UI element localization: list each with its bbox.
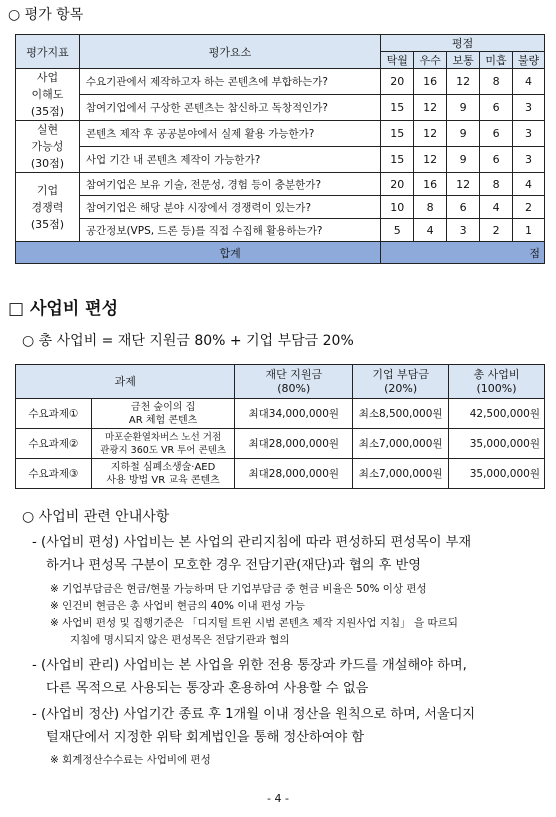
score-cell: 16 bbox=[414, 173, 447, 196]
guide-note-3: ※ 회계정산수수료는 사업비에 편성 bbox=[50, 754, 211, 766]
score-cell: 4 bbox=[414, 219, 447, 242]
total-row bbox=[16, 242, 545, 264]
item-text: 사업 기간 내 콘텐츠 제작이 가능한가? bbox=[79, 147, 380, 173]
paragraph-line: 다른 목적으로 사용되는 통장과 혼용하여 사용할 수 없음 bbox=[46, 681, 369, 696]
table-row bbox=[16, 95, 545, 121]
item-text: 참여기업은 해당 분야 시장에서 경쟁력이 있는가? bbox=[79, 196, 380, 219]
item-text: 참여기업은 보유 기술, 전문성, 경험 등이 충분한가? bbox=[79, 173, 380, 196]
paragraph-line: - (사업비 관리) 사업비는 본 사업을 위한 전용 통장과 카드를 개설해야 하며, bbox=[32, 658, 467, 673]
paragraph-line: - (사업비 편성) 사업비는 본 사업의 관리지침에 따라 편성하되 편성목이 부재 bbox=[32, 535, 472, 550]
score-cell: 2 bbox=[480, 219, 513, 242]
grade-excellent: 탁월 bbox=[381, 52, 414, 69]
foundation-amount: 최대34,000,000원 bbox=[235, 399, 353, 429]
score-cell: 20 bbox=[381, 173, 414, 196]
header-line: 총 사업비 bbox=[473, 367, 520, 381]
eval-heading: ○ 평가 항목 bbox=[8, 7, 84, 23]
budget-summary: ○ 총 사업비 = 재단 지원금 80% + 기업 부담금 20% bbox=[22, 333, 354, 349]
desc-line: 마포순환열차버스 노선 거점 bbox=[105, 431, 222, 443]
task-desc bbox=[91, 399, 235, 429]
score-cell: 15 bbox=[381, 121, 414, 147]
category-line: 사업 bbox=[36, 71, 59, 84]
foundation-amount: 최대28,000,000원 bbox=[235, 429, 353, 459]
desc-line: 금천 숲이의 집 bbox=[130, 401, 196, 413]
score-cell: 10 bbox=[381, 196, 414, 219]
paragraph-line: 털재단에서 지정한 위탁 회계법인을 통해 정산하여야 함 bbox=[46, 730, 365, 745]
total-label: 합계 bbox=[16, 242, 381, 264]
table-row bbox=[16, 459, 545, 489]
grade-bad: 불량 bbox=[513, 52, 545, 69]
table-row bbox=[16, 219, 545, 242]
guide-notes-1 bbox=[50, 581, 458, 649]
score-cell: 12 bbox=[414, 147, 447, 173]
category-line: (30점) bbox=[30, 157, 65, 170]
category-line: 가능성 bbox=[31, 140, 64, 153]
guide-paragraph-3 bbox=[32, 703, 475, 749]
category-line: 기업 bbox=[36, 183, 59, 197]
paragraph-line: 하거나 편성목 구분이 모호한 경우 전담기관(재단)과 협의 후 반영 bbox=[46, 558, 422, 573]
score-cell: 5 bbox=[381, 219, 414, 242]
header-indicator: 평가지표 bbox=[16, 35, 80, 69]
desc-line: 지하철 심폐소생술·AED bbox=[110, 461, 216, 473]
score-cell: 8 bbox=[480, 69, 513, 95]
grade-good: 우수 bbox=[414, 52, 447, 69]
item-text: 콘텐츠 제작 후 공공분야에서 실제 활용 가능한가? bbox=[79, 121, 380, 147]
score-cell: 3 bbox=[513, 95, 545, 121]
category-cell bbox=[16, 173, 80, 242]
category-line: (35점) bbox=[30, 217, 65, 231]
evaluation-table bbox=[15, 34, 545, 264]
header-line: (100%) bbox=[476, 381, 517, 395]
score-cell: 9 bbox=[447, 121, 480, 147]
score-cell: 15 bbox=[381, 147, 414, 173]
task-desc bbox=[91, 429, 235, 459]
score-cell: 4 bbox=[513, 173, 545, 196]
score-cell: 12 bbox=[414, 95, 447, 121]
score-cell: 3 bbox=[513, 147, 545, 173]
category-cell bbox=[16, 69, 80, 121]
total-amount: 35,000,000원 bbox=[449, 459, 545, 489]
company-amount: 최소7,000,000원 bbox=[353, 459, 449, 489]
guide-heading: ○ 사업비 관련 안내사항 bbox=[22, 509, 170, 525]
item-text: 참여기업에서 구상한 콘텐츠는 참신하고 독창적인가? bbox=[79, 95, 380, 121]
score-cell: 6 bbox=[480, 95, 513, 121]
budget-heading: □ 사업비 편성 bbox=[8, 299, 119, 319]
paragraph-line: - (사업비 정산) 사업기간 종료 후 1개월 이내 정산을 원칙으로 하며, 서울디지 bbox=[32, 707, 476, 722]
header-total bbox=[449, 365, 545, 399]
note-line: ※ 인건비 현금은 총 사업비 현금의 40% 이내 편성 가능 bbox=[50, 600, 305, 612]
score-cell: 3 bbox=[447, 219, 480, 242]
table-row bbox=[16, 173, 545, 196]
total-amount: 35,000,000원 bbox=[449, 429, 545, 459]
task-name: 수요과제③ bbox=[16, 459, 92, 489]
table-row bbox=[16, 69, 545, 95]
task-name: 수요과제① bbox=[16, 399, 92, 429]
desc-line: AR 체험 콘텐츠 bbox=[128, 414, 198, 426]
score-cell: 4 bbox=[513, 69, 545, 95]
desc-line: 관광지 360도 VR 투어 콘텐츠 bbox=[100, 444, 227, 456]
score-cell: 4 bbox=[480, 196, 513, 219]
header-line: (80%) bbox=[277, 381, 311, 395]
category-line: 이해도 bbox=[31, 88, 64, 101]
score-cell: 12 bbox=[447, 173, 480, 196]
score-cell: 8 bbox=[414, 196, 447, 219]
foundation-amount: 최대28,000,000원 bbox=[235, 459, 353, 489]
company-amount: 최소8,500,000원 bbox=[353, 399, 449, 429]
score-cell: 12 bbox=[447, 69, 480, 95]
header-task: 과제 bbox=[16, 365, 235, 399]
header-foundation bbox=[235, 365, 353, 399]
score-cell: 2 bbox=[513, 196, 545, 219]
category-line: (35점) bbox=[30, 105, 65, 118]
guide-paragraph-2 bbox=[32, 654, 467, 700]
budget-table bbox=[15, 364, 545, 489]
table-row bbox=[16, 121, 545, 147]
guide-paragraph-1 bbox=[32, 531, 471, 577]
task-name: 수요과제② bbox=[16, 429, 92, 459]
note-line: ※ 기업부담금은 현금/현물 가능하며 단 기업부담금 중 현금 비율은 50% 이상 편성 bbox=[50, 583, 427, 595]
score-cell: 3 bbox=[513, 121, 545, 147]
header-element: 평가요소 bbox=[79, 35, 380, 69]
desc-line: 사용 방법 VR 교육 콘텐츠 bbox=[106, 474, 220, 486]
score-cell: 9 bbox=[447, 95, 480, 121]
task-desc bbox=[91, 459, 235, 489]
score-cell: 6 bbox=[480, 121, 513, 147]
item-text: 공간정보(VPS, 드론 등)를 직접 수집해 활용하는가? bbox=[79, 219, 380, 242]
note-line: 지침에 명시되지 않은 편성목은 전담기관과 협의 bbox=[70, 634, 290, 646]
score-cell: 1 bbox=[513, 219, 545, 242]
score-cell: 6 bbox=[447, 196, 480, 219]
header-company bbox=[353, 365, 449, 399]
header-score: 평점 bbox=[381, 35, 545, 52]
table-row bbox=[16, 196, 545, 219]
score-cell: 12 bbox=[414, 121, 447, 147]
header-line: 기업 부담금 bbox=[372, 367, 429, 381]
category-cell bbox=[16, 121, 80, 173]
page-number: - 4 - bbox=[267, 792, 289, 805]
table-row bbox=[16, 429, 545, 459]
category-line: 경쟁력 bbox=[31, 200, 64, 214]
company-amount: 최소7,000,000원 bbox=[353, 429, 449, 459]
score-cell: 15 bbox=[381, 95, 414, 121]
header-line: (20%) bbox=[384, 381, 418, 395]
note-line: ※ 사업비 편성 및 집행기준은 「디지털 트윈 시범 콘텐츠 제작 지원사업 지침」 을 따르되 bbox=[50, 617, 458, 629]
table-row bbox=[16, 399, 545, 429]
header-line: 재단 지원금 bbox=[265, 367, 323, 381]
grade-average: 보통 bbox=[447, 52, 480, 69]
score-cell: 9 bbox=[447, 147, 480, 173]
total-amount: 42,500,000원 bbox=[449, 399, 545, 429]
score-cell: 6 bbox=[480, 147, 513, 173]
score-cell: 16 bbox=[414, 69, 447, 95]
item-text: 수요기관에서 제작하고자 하는 콘텐츠에 부합하는가? bbox=[79, 69, 380, 95]
total-value: 점 bbox=[381, 242, 545, 264]
table-row bbox=[16, 147, 545, 173]
score-cell: 20 bbox=[381, 69, 414, 95]
grade-poor: 미흡 bbox=[480, 52, 513, 69]
category-line: 실현 bbox=[36, 123, 59, 136]
score-cell: 8 bbox=[480, 173, 513, 196]
